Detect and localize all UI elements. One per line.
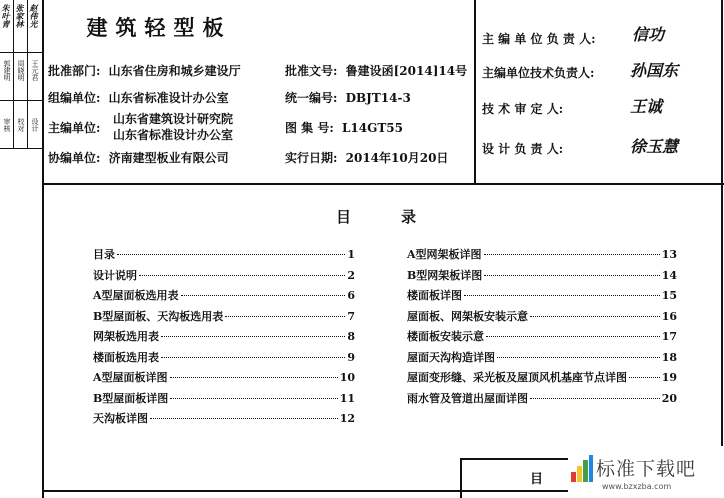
toc-entry-name: 楼面板选用表 <box>93 350 159 364</box>
watermark-url: www.bzxzba.com <box>602 482 672 491</box>
toc-entry-page: 17 <box>661 330 677 343</box>
toc-entry-name: 雨水管及管道出屋面详图 <box>407 391 528 405</box>
toc-entry-page: 9 <box>347 350 355 364</box>
watermark <box>568 446 724 498</box>
toc-entry-name: A型网架板详图 <box>407 248 482 261</box>
watermark-text: 标准下载吧 <box>596 458 697 480</box>
toc-entry-page: 8 <box>347 330 355 343</box>
doc-no-row <box>285 62 467 79</box>
toc-leader-dots <box>181 295 346 296</box>
strip-label-review: 审核 <box>3 118 11 132</box>
toc-entry-name: 天沟板详图 <box>93 412 148 425</box>
strip-signature-1: 朱叶青 <box>1 4 11 28</box>
left-strip <box>0 0 42 498</box>
toc-leader-dots <box>161 336 345 337</box>
editor-value-2: 山东省标准设计办公室 <box>113 128 234 142</box>
org-row <box>48 89 229 106</box>
toc-entry[interactable] <box>93 390 355 406</box>
watermark-logo-icon <box>570 454 594 484</box>
frame-left <box>42 0 44 498</box>
strip-signature-2: 张家林 <box>15 4 25 28</box>
coop-row <box>48 149 229 166</box>
toc-entry-name: 楼面板详图 <box>407 289 462 302</box>
toc-entry-page: 11 <box>339 391 355 405</box>
toc-entry-page: 7 <box>347 309 355 323</box>
toc-title: 目录 <box>336 208 467 226</box>
toc-entry[interactable] <box>93 349 355 365</box>
uni-no-row <box>285 89 411 106</box>
toc-entry-page: 19 <box>661 371 677 384</box>
toc-entry[interactable] <box>407 390 677 406</box>
toc-entry-name: 屋面板、网架板安装示意 <box>407 309 528 323</box>
atlas-row <box>285 119 403 136</box>
org-value: 山东省标准设计办公室 <box>108 91 229 105</box>
strip-role-design: 设计 <box>31 118 39 132</box>
toc-entry-name: B型屋面板、天沟板选用表 <box>93 309 224 323</box>
doc-no-label: 批准文号: <box>285 64 338 78</box>
toc-leader-dots <box>486 336 660 337</box>
frame-footer-left <box>460 458 462 498</box>
toc-entry-name: 目录 <box>93 248 115 261</box>
toc-leader-dots <box>464 295 660 296</box>
toc-entry-page: 6 <box>347 289 355 302</box>
toc-entry[interactable] <box>407 308 677 324</box>
toc-entry[interactable] <box>93 246 355 262</box>
toc-entry[interactable] <box>407 246 677 262</box>
toc-entry-page: 20 <box>661 391 677 405</box>
strip-signature-3: 赵伟光 <box>29 4 39 28</box>
toc-entry[interactable] <box>407 328 677 344</box>
toc-entry[interactable] <box>407 287 677 303</box>
toc-entry[interactable] <box>407 267 677 283</box>
toc-entry-name: A型屋面板详图 <box>93 371 168 384</box>
date-label: 实行日期: <box>285 151 338 165</box>
approval-dept-value: 山东省住房和城乡建设厅 <box>108 64 241 78</box>
sig-label-chief-org: 主 编 单 位 负 责 人: <box>482 32 596 46</box>
toc-entry[interactable] <box>93 267 355 283</box>
toc-leader-dots <box>629 377 660 378</box>
editor-value-1: 山东省建筑设计研究院 <box>113 112 234 126</box>
strip-name-2: 周晓明 <box>17 60 25 81</box>
toc-entry-page: 13 <box>661 248 677 261</box>
toc-entry-page: 15 <box>661 289 677 302</box>
toc-entry-page: 1 <box>347 248 355 261</box>
editor-label: 主编单位: <box>48 121 101 135</box>
sig-mark-design-lead: 徐玉慧 <box>630 137 679 156</box>
toc-entry-name: 屋面变形缝、采光板及屋顶风机基座节点详图 <box>407 371 627 384</box>
footer-fragment: 目 <box>530 472 544 487</box>
toc-leader-dots <box>484 254 660 255</box>
uni-no-label: 统一编号: <box>285 91 338 105</box>
toc-leader-dots <box>530 398 660 399</box>
sig-mark-tech-chief: 孙国东 <box>630 61 679 80</box>
toc-entry[interactable] <box>93 410 355 426</box>
coop-value: 济南建型板业有限公司 <box>108 151 229 165</box>
coop-label: 协编单位: <box>48 151 101 165</box>
toc-entry-page: 2 <box>347 268 355 282</box>
toc-leader-dots <box>225 316 345 317</box>
approval-dept-row <box>48 62 241 79</box>
uni-no-value: DBJT14-3 <box>345 91 411 105</box>
org-label: 组编单位: <box>48 91 101 105</box>
toc-entry[interactable] <box>407 349 677 365</box>
frame-right <box>721 0 723 498</box>
toc-entry-name: B型网架板详图 <box>407 268 483 282</box>
toc-leader-dots <box>484 275 659 276</box>
strip-name-1: 郭建明 <box>3 60 11 81</box>
page-title: 建筑轻型板 <box>86 15 232 40</box>
toc-entry-page: 12 <box>339 412 355 425</box>
date-row <box>285 149 448 166</box>
sig-label-tech-chief: 主编单位技术负责人: <box>482 66 595 80</box>
toc-leader-dots <box>170 377 338 378</box>
toc-entry-name: 网架板选用表 <box>93 330 159 343</box>
toc-entry-page: 10 <box>339 371 355 384</box>
sig-label-reviewer: 技 术 审 定 人: <box>482 102 564 116</box>
doc-no-value: 鲁建设函[2014]14号 <box>345 64 468 78</box>
toc-entry[interactable] <box>93 328 355 344</box>
toc-leader-dots <box>170 398 337 399</box>
toc-entry-page: 18 <box>661 350 677 364</box>
toc-entry-name: 设计说明 <box>93 268 137 282</box>
toc-leader-dots <box>117 254 345 255</box>
toc-entry-name: A型屋面板选用表 <box>93 289 179 302</box>
frame-header-bottom <box>42 183 724 185</box>
toc-entry-name: 屋面天沟构造详图 <box>407 350 495 364</box>
toc-entry[interactable] <box>93 369 355 385</box>
toc-entry-name: 楼面板安装示意 <box>407 330 484 343</box>
atlas-label: 图 集 号: <box>285 121 334 135</box>
toc-entry[interactable] <box>93 287 355 303</box>
approval-dept-label: 批准部门: <box>48 64 101 78</box>
strip-name-3: 王元君 <box>31 60 39 81</box>
toc-leader-dots <box>139 275 345 276</box>
toc-entry[interactable] <box>93 308 355 324</box>
frame-header-divider <box>474 0 476 184</box>
toc-entry-page: 14 <box>661 268 677 282</box>
toc-entry-page: 16 <box>661 309 677 323</box>
toc-leader-dots <box>530 316 660 317</box>
sig-mark-chief-org: 信功 <box>632 25 665 44</box>
toc-leader-dots <box>150 418 338 419</box>
atlas-value: L14GT55 <box>341 121 403 135</box>
toc-entry-name: B型屋面板详图 <box>93 391 169 405</box>
sig-label-design-lead: 设 计 负 责 人: <box>482 142 564 156</box>
strip-role-check: 校对 <box>17 118 25 132</box>
toc-leader-dots <box>497 357 660 358</box>
toc-entry[interactable] <box>407 369 677 385</box>
date-value: 2014年10月20日 <box>345 151 449 165</box>
toc-leader-dots <box>161 357 345 358</box>
sig-mark-reviewer: 王诚 <box>630 97 663 116</box>
